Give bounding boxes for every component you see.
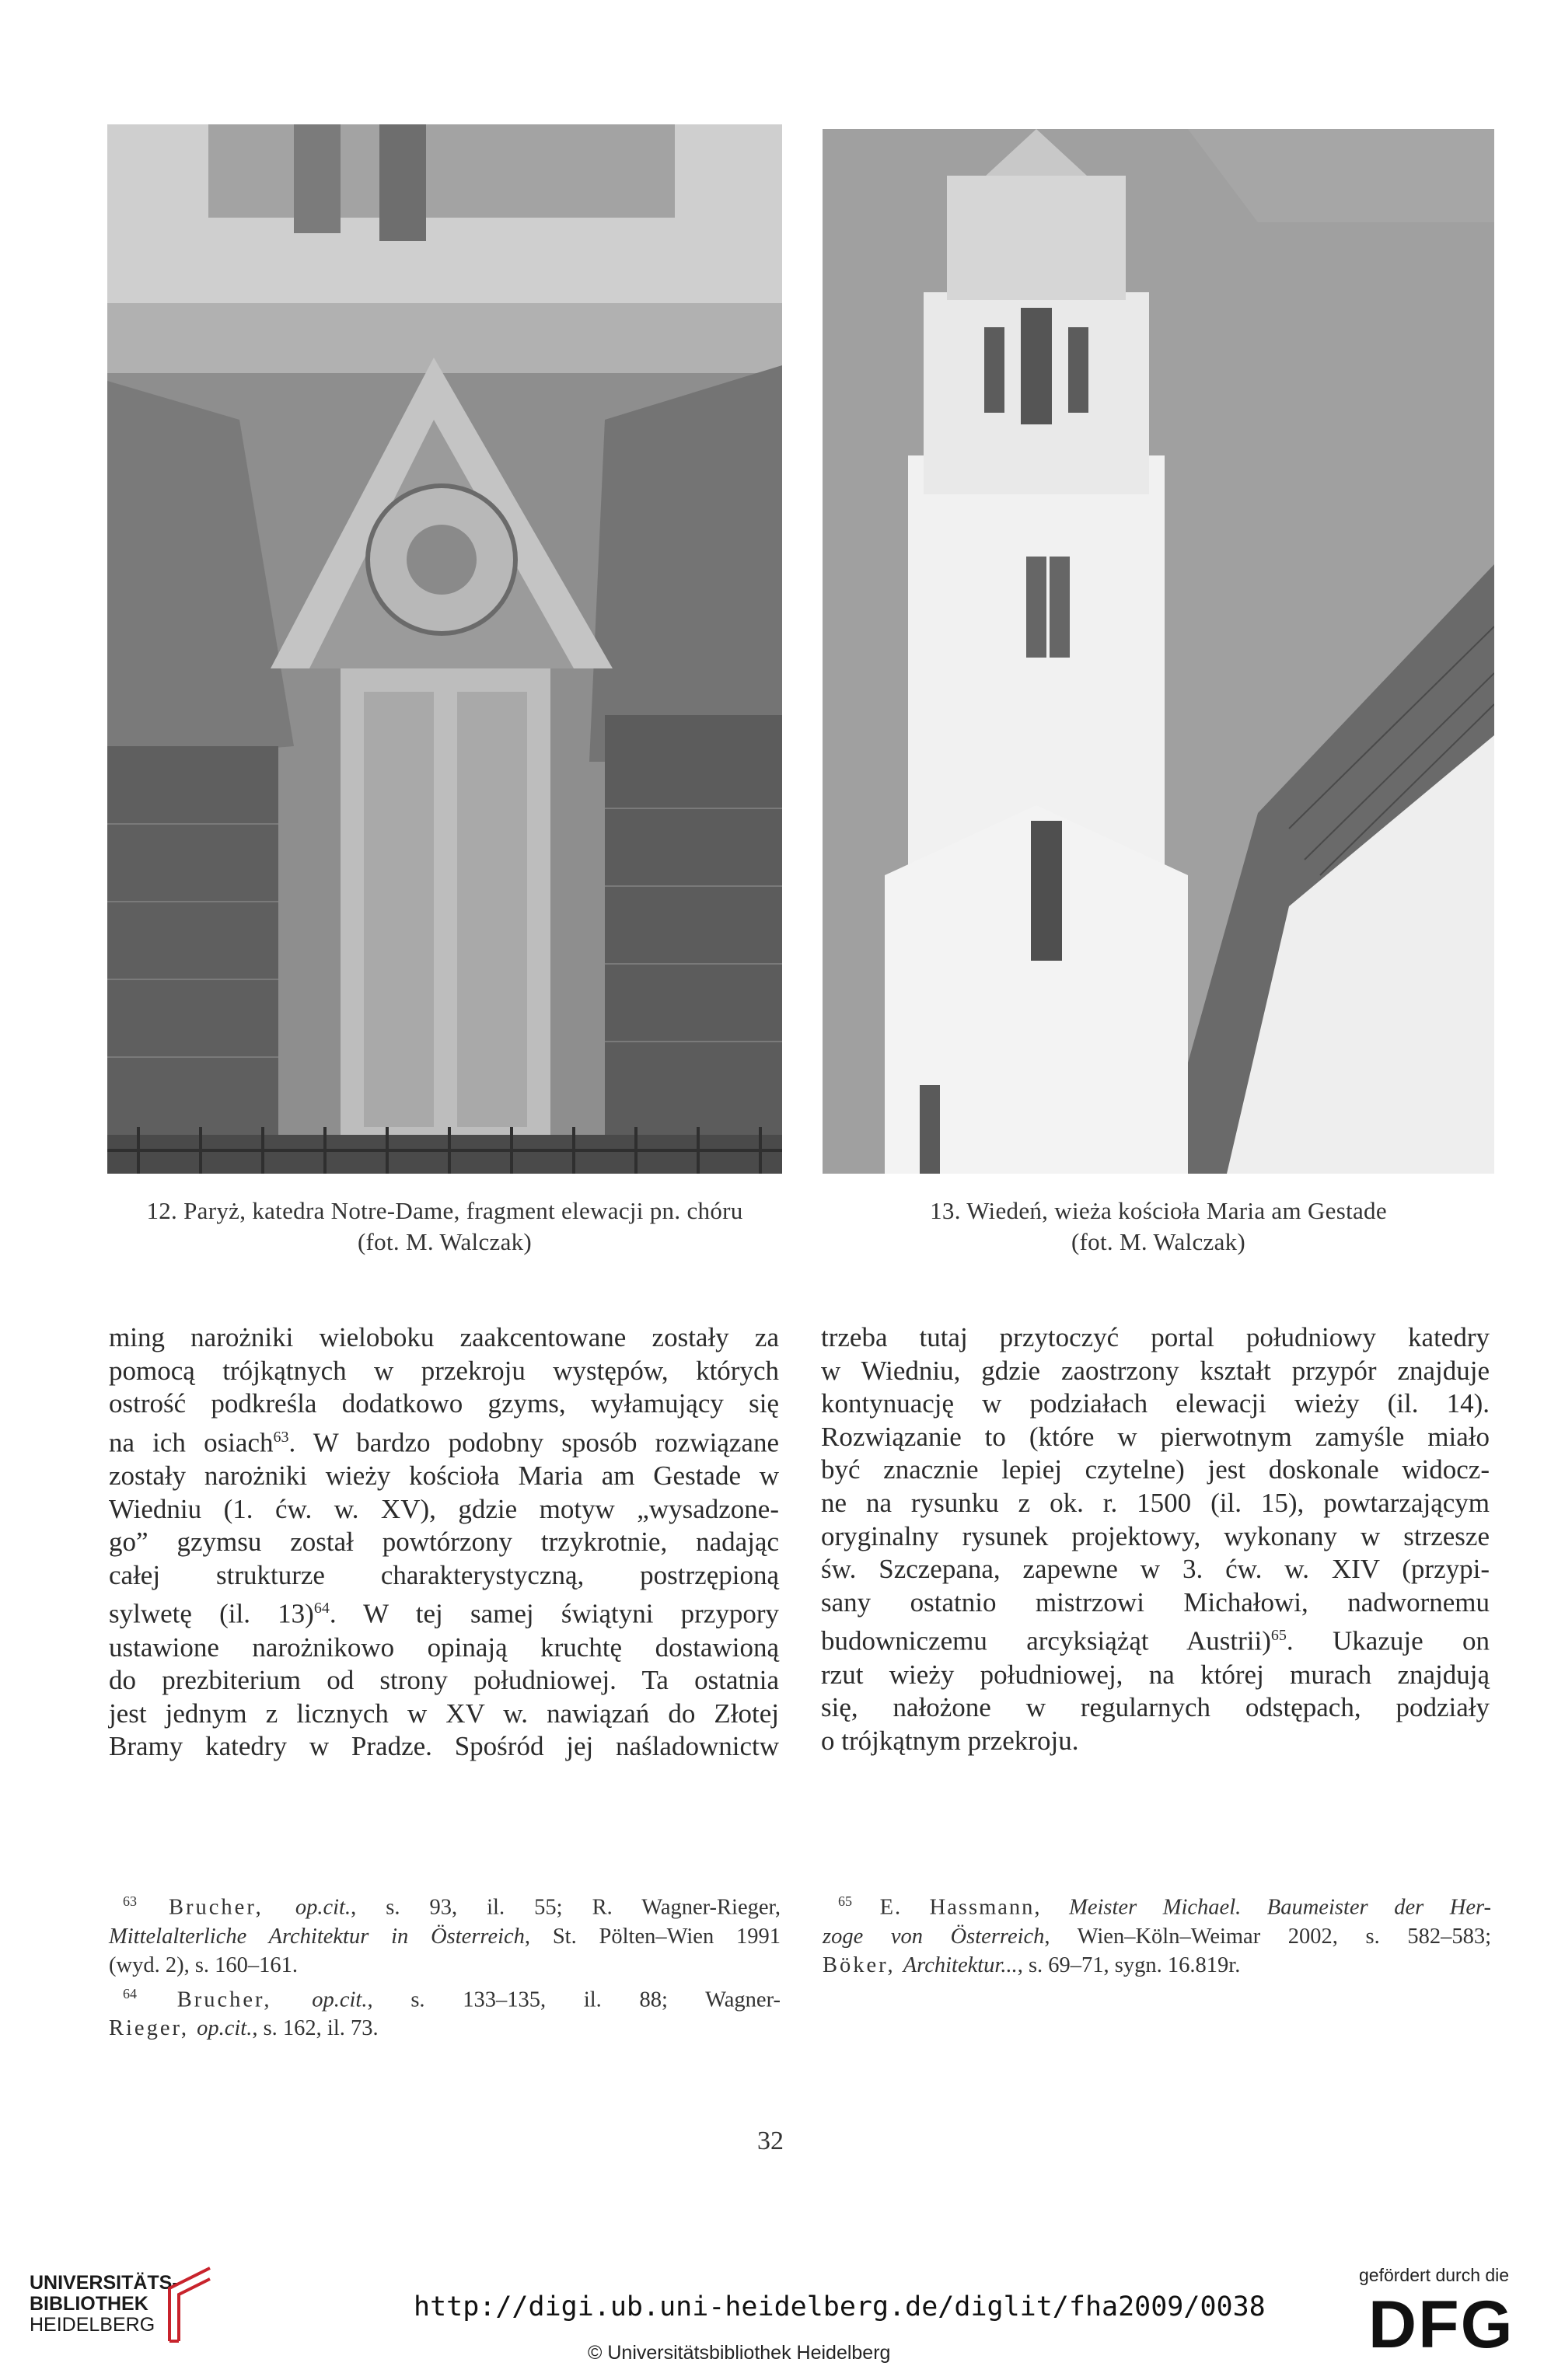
footnotes-left — [109, 1887, 781, 2043]
permalink-url[interactable]: http://digi.ub.uni-heidelberg.de/diglit/fha2009/0038 — [414, 2291, 1266, 2322]
dfg-logo: DFG — [1368, 2288, 1514, 2362]
text-line — [821, 1619, 1490, 1658]
notre-dame-image — [107, 124, 782, 1174]
text-line: się, nałożone w regularnych odstępach, podziały — [821, 1692, 1490, 1723]
figure-12-caption — [107, 1195, 782, 1258]
library-line: BIBLIOTHEK — [30, 2293, 148, 2315]
footnote-64-line — [109, 2014, 781, 2043]
text-segment: . W bardzo podobny sposób rozwiązane — [288, 1427, 779, 1458]
footnote-italic: op.cit. — [197, 2016, 253, 2040]
footnote-author: E. Hassmann, — [852, 1895, 1070, 1920]
caption-line: 12. Paryż, katedra Notre-Dame, fragment elewacji pn. chóru — [146, 1197, 743, 1224]
figure-12-photo — [107, 124, 782, 1174]
footnote-text: , s. 133–135, il. 88; Wagner- — [367, 1987, 781, 2012]
text-line: o trójkątnym przekroju. — [821, 1725, 1079, 1756]
text-line: jest jednym z licznych w XV w. nawiązań do Złotej — [109, 1698, 779, 1729]
text-segment: . Ukazuje on — [1286, 1626, 1490, 1656]
footnote-number: 65 — [838, 1893, 852, 1909]
maria-am-gestade-image — [823, 129, 1494, 1174]
funded-by-label: gefördert durch die — [1359, 2265, 1510, 2285]
footnote-italic: op.cit. — [312, 1987, 368, 2012]
footnote-text: , s. 93, il. 55; R. Wagner-Rieger, — [351, 1895, 781, 1920]
footnote-author: Brucher, — [137, 1987, 313, 2012]
library-name — [30, 2273, 179, 2336]
text-line: kontynuację w podziałach elewacji wieży (il. 14). — [821, 1388, 1490, 1419]
footnote-italic: Meister Michael. Baumeister der Her- — [1069, 1895, 1491, 1920]
figure-13-photo — [823, 129, 1494, 1174]
footnote-text: , Wien–Köln–Weimar 2002, s. 582–583; — [1044, 1924, 1491, 1949]
footnote-ref-65: 65 — [1270, 1627, 1287, 1645]
footnote-65-line — [823, 1951, 1491, 1980]
text-line: Rozwiązanie to (które w pierwotnym zamyśle miało — [821, 1421, 1490, 1452]
footnote-italic: Mittelalterliche Architektur in Österreich — [109, 1924, 525, 1949]
digitization-footer — [0, 2235, 1544, 2380]
footnote-author: Böker, — [823, 1953, 903, 1977]
footnote-64-line — [123, 1980, 781, 2015]
caption-credit: (fot. M. Walczak) — [1071, 1228, 1246, 1255]
footnote-italic: op.cit. — [295, 1895, 351, 1920]
library-logo-icon — [163, 2265, 218, 2343]
footnote-ref-63: 63 — [273, 1428, 289, 1446]
text-line: oryginalny rysunek projektowy, wykonany w strzesze — [821, 1520, 1490, 1551]
footnote-author: Rieger, — [109, 2016, 197, 2040]
caption-credit: (fot. M. Walczak) — [357, 1228, 533, 1255]
text-line: ne na rysunku z ok. r. 1500 (il. 15), powtarzającym — [821, 1487, 1490, 1518]
footnote-number: 63 — [123, 1893, 137, 1909]
body-left-column — [109, 1321, 779, 1764]
footnote-text: , St. Pölten–Wien 1991 — [524, 1924, 781, 1949]
text-line: sany ostatnio mistrzowi Michałowi, nadwornemu — [821, 1586, 1490, 1617]
library-line: UNIVERSITÄTS- — [30, 2272, 179, 2294]
text-line — [109, 1592, 779, 1631]
footnote-number: 64 — [123, 1985, 137, 2001]
text-line: go” gzymsu został powtórzony trzykrotnie, nadając — [109, 1527, 779, 1558]
text-line: być znacznie lepiej czytelne) jest doskonale widocz- — [821, 1454, 1490, 1485]
footnote-ref-64: 64 — [313, 1600, 330, 1617]
text-line: ostrość podkreśla dodatkowo gzyms, wyłamujący się — [109, 1388, 779, 1419]
text-line: Bramy katedry w Pradze. Spośród jej naśladownictw — [109, 1731, 779, 1762]
footnote-italic: zoge von Österreich — [823, 1924, 1045, 1949]
text-line: św. Szczepana, zapewne w 3. ćw. w. XIV (przypi- — [821, 1554, 1490, 1585]
copyright-notice: © Universitätsbibliothek Heidelberg — [588, 2342, 891, 2364]
text-line: Wiedniu (1. ćw. w. XV), gdzie motyw „wysadzone- — [109, 1493, 779, 1524]
caption-line: 13. Wiedeń, wieża kościoła Maria am Gestade — [930, 1197, 1387, 1224]
text-line: ming narożniki wieloboku zaakcentowane zostały za — [109, 1322, 779, 1352]
footnote-63-line: (wyd. 2), s. 160–161. — [109, 1953, 299, 1977]
text-line: rzut wieży południowej, na której murach znajdują — [821, 1659, 1490, 1690]
footnote-text: , s. 69–71, sygn. 16.819r. — [1017, 1953, 1241, 1977]
text-segment: . W tej samej świątyni przypory — [329, 1599, 779, 1630]
body-right-column — [821, 1321, 1490, 1757]
text-segment: budowniczemu arcyksiążąt Austrii) — [821, 1626, 1271, 1656]
text-line: trzeba tutaj przytoczyć portal południowy katedry — [821, 1322, 1490, 1352]
footnote-63-line — [123, 1887, 781, 1922]
library-line: HEIDELBERG — [30, 2314, 155, 2336]
footnote-italic: Architektur... — [903, 1953, 1018, 1977]
footnote-text: , s. 162, il. 73. — [252, 2016, 379, 2040]
footnote-63-line — [109, 1922, 781, 1951]
text-line: zostały narożniki wieży kościoła Maria am Gestade w — [109, 1460, 779, 1492]
text-line: całej strukturze charakterystyczną, postrzępioną — [109, 1559, 779, 1590]
figure-13-caption — [823, 1195, 1494, 1258]
text-line — [109, 1421, 779, 1460]
text-segment: na ich osiach — [109, 1427, 274, 1458]
text-line: w Wiedniu, gdzie zaostrzony kształt przypór znajduje — [821, 1355, 1490, 1386]
footnotes-right — [823, 1887, 1491, 1980]
text-line: pomocą trójkątnych w przekroju występów, których — [109, 1355, 779, 1386]
text-line: do prezbiterium od strony południowej. Ta ostatnia — [109, 1665, 779, 1696]
text-segment: sylwetę (il. 13) — [109, 1599, 314, 1630]
footnote-author: Brucher, — [137, 1895, 295, 1920]
footnote-65-line — [838, 1887, 1491, 1922]
text-line: ustawione narożnikowo opinają kruchtę dostawioną — [109, 1631, 779, 1663]
footnote-65-line — [823, 1922, 1491, 1951]
page-number: 32 — [757, 2127, 784, 2155]
